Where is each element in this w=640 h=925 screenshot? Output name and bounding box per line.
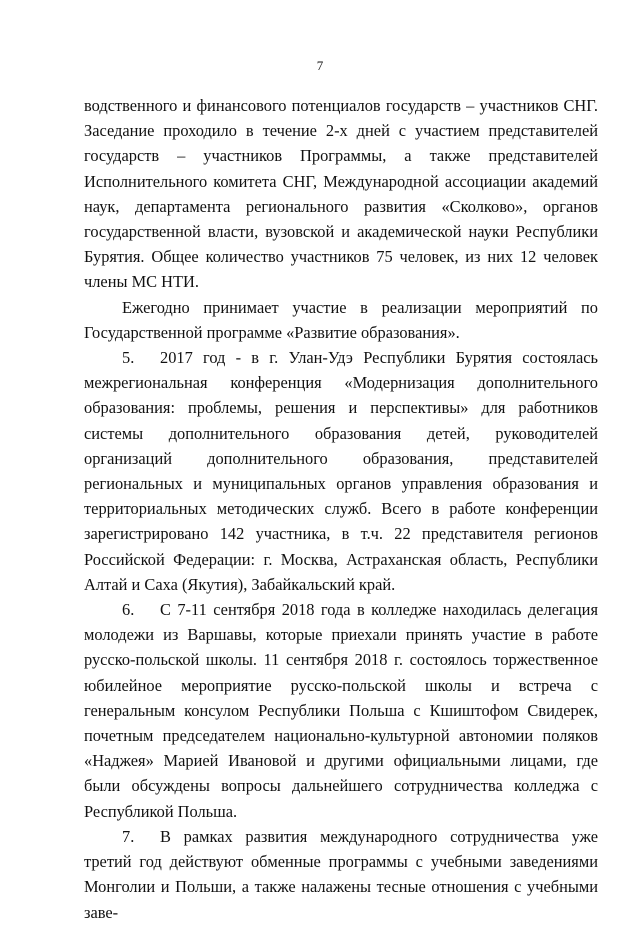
paragraph-number: 7. <box>122 826 135 846</box>
paragraph-text: В рамках развития международного сотрудничества уже третий год действуют обменные программы с учебными заведениями Монголии и Польши, а также налажены тесные отношения с учебными заве- <box>84 826 598 922</box>
document-body <box>84 93 598 925</box>
paragraph-item-6 <box>84 597 598 824</box>
paragraph-text: 2017 год - в г. Улан-Удэ Республики Бурятия состоялась межрегиональная конференция «Модернизация дополнительного образования: проблемы, решения и перспективы» для работников системы дополнительного образования детей, руководителей организаций дополнительного образования, представителей региональных и муниципальных органов управления образования и территориальных методических служб. Всего в работе конференции зарегистрировано 142 участника, в т.ч. 22 представителя регионов Российской Федерации: г. Москва, Астраханская область, Республики Алтай и Саха (Якутия), Забайкальский край. <box>84 348 598 594</box>
paragraph-item-7 <box>84 824 598 925</box>
paragraph-item-5 <box>84 345 598 597</box>
paragraph-number: 6. <box>122 600 135 620</box>
paragraph-annual-participation <box>84 295 598 345</box>
paragraph-number: 5. <box>122 348 135 368</box>
paragraph-text: С 7-11 сентября 2018 года в колледже находилась делегация молодежи из Варшавы, которые приехали принять участие в работе русско-польской школы. 11 сентября 2018 г. состоялось торжественное юбилейное мероприятие русско-польской школы и встреча с генеральным консулом Республики Польша с Кшиштофом Свидерек, почетным председателем национально-культурной автономии поляков «Наджея» Марией Ивановой и другими официальными лицами, где были обсуждены вопросы дальнейшего сотрудничества колледжа с Республикой Польша. <box>84 600 598 821</box>
paragraph-continuation <box>84 93 598 295</box>
paragraph-text: водственного и финансового потенциалов государств – участников СНГ. Заседание проходило в течение 2-х дней с участием представителей государств – участников Программы, а также представителей Исполнительного комитета СНГ, Международной ассоциации академий наук, департамента регионального развития «Сколково», органов государственной власти, вузовской и академической науки Республики Бурятия. Общее количество участников 75 человек, из них 12 человек члены МС НТИ. <box>84 96 598 292</box>
page-number: 7 <box>316 58 324 73</box>
paragraph-text: Ежегодно принимает участие в реализации мероприятий по Государственной программе «Развитие образования». <box>84 297 598 342</box>
